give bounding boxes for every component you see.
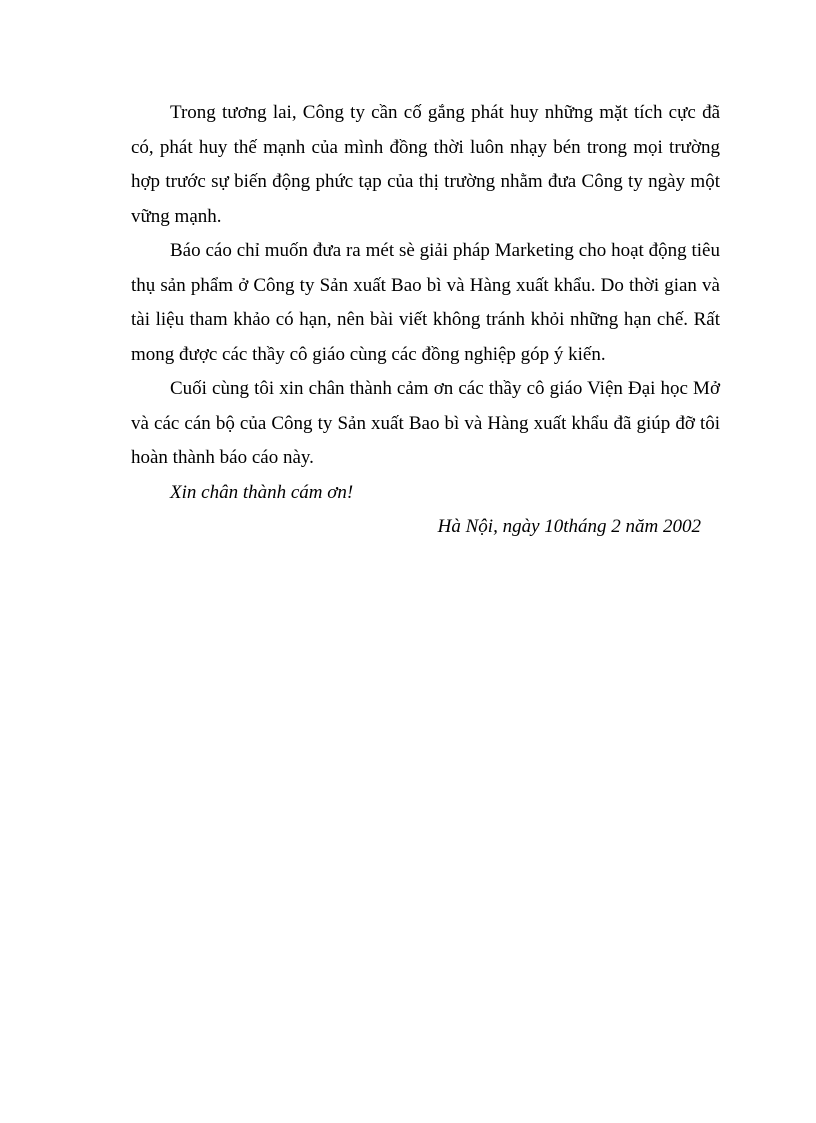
document-body (131, 96, 720, 545)
date-line: Hà Nội, ngày 10tháng 2 năm 2002 (437, 516, 701, 537)
paragraph-future-plans: Trong tương lai, Công ty cần cố gắng phát huy những mặt tích cực đã có, phát huy thế mạnh của mình đồng thời luôn nhạy bén trong mọi trường hợp trước sự biến động phức tạp của thị trường nhằm đưa Công ty ngày một vững mạnh. (131, 102, 720, 227)
paragraph-report-scope: Báo cáo chỉ muốn đưa ra mét sè giải pháp Marketing cho hoạt động tiêu thụ sản phẩm ở Công ty Sản xuất Bao bì và Hàng xuất khẩu. Do thời gian và tài liệu tham khảo có hạn, nên bài viết không tránh khỏi những hạn chế. Rất mong được các thầy cô giáo cùng các đồng nghiệp góp ý kiến. (131, 240, 720, 365)
closing-thanks: Xin chân thành cám ơn! (170, 481, 354, 503)
paragraph-acknowledgements: Cuối cùng tôi xin chân thành cảm ơn các thầy cô giáo Viện Đại học Mở và các cán bộ của Công ty Sản xuất Bao bì và Hàng xuất khẩu đã giúp đỡ tôi hoàn thành báo cáo này. (131, 378, 720, 468)
